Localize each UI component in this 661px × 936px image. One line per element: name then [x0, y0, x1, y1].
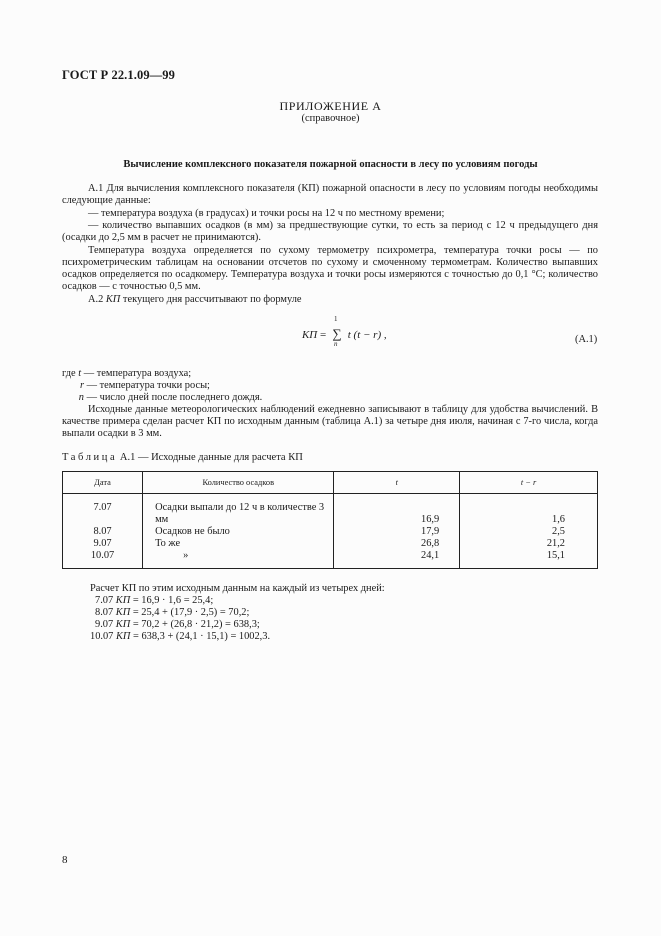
sum-lower-limit: n	[333, 340, 338, 348]
sum-sign	[331, 315, 343, 348]
col-header-precipitation: Количество осадков	[143, 472, 334, 494]
calc-intro: Расчет КП по этим исходным данным на каждый из четырех дней:	[90, 583, 385, 594]
calc-line	[90, 631, 270, 642]
formula-kp	[302, 315, 387, 348]
where-symbol-n: n	[78, 392, 84, 403]
col-header-tr-text: t − r	[520, 478, 537, 487]
cell-precipitation: Осадков не было	[143, 526, 334, 538]
where-symbol-t: t	[78, 368, 82, 379]
cell-precipitation: То же	[143, 538, 334, 550]
calc-date: 8.07	[95, 607, 114, 618]
standard-code: ГОСТ Р 22.1.09—99	[62, 68, 175, 82]
a1-measurement-paragraph: Температура воздуха определяется по сухому термометру психрометра, температура точки росы — по психрометрическим таблицам на основании отсчетов по сухому и смоченному термометрам. Количество выпавших осадков определяется по осадкомеру. Температура воздуха и точки росы измеряются с точностью до 0,1 °С; количество осадков — с точностью 0,5 мм.	[62, 245, 598, 292]
table-caption	[62, 452, 303, 463]
col-header-t-text: t	[395, 478, 398, 487]
cell-t: 26,8	[334, 538, 460, 550]
calc-line	[95, 619, 260, 630]
where-item-t	[62, 368, 191, 379]
calc-kp: КП	[116, 631, 131, 642]
sum-upper-limit: 1	[333, 315, 338, 323]
where-item-n	[62, 392, 262, 403]
table-caption-label: Таблица	[62, 452, 118, 463]
calc-expr: = 638,3 + (24,1 · 15,1) = 1002,3.	[133, 631, 271, 642]
where-text-r: — температура точки росы;	[86, 380, 210, 391]
calc-expr: = 16,9 · 1,6 = 25,4;	[132, 595, 214, 606]
cell-date: 10.07	[63, 550, 143, 569]
table-caption-text: А.1 — Исходные данные для расчета КП	[119, 452, 303, 463]
cell-date: 9.07	[63, 538, 143, 550]
where-intro: где	[62, 368, 76, 379]
a1-item-precipitation: — количество выпавших осадков (в мм) за предшествующие сутки, то есть за период с 12 ч предыдущего дня (осадки до 2,5 мм в расчет не принимаются).	[62, 220, 598, 243]
table-row	[63, 526, 598, 538]
cell-t: 24,1	[334, 550, 460, 569]
cell-t: 17,9	[334, 526, 460, 538]
calc-kp: КП	[115, 607, 131, 618]
cell-precipitation: Осадки выпали до 12 ч в количестве 3 мм	[143, 494, 334, 527]
where-symbol-r: r	[79, 380, 84, 391]
a2-prefix: А.2	[88, 294, 106, 305]
a1-item-temperature: — температура воздуха (в градусах) и точки росы на 12 ч по местному времени;	[88, 208, 445, 219]
section-heading: Вычисление комплексного показателя пожарной опасности в лесу по условиям погоды	[123, 159, 538, 170]
page-number: 8	[62, 854, 68, 866]
source-data-table	[62, 471, 598, 569]
where-text-n: — число дней после последнего дождя.	[86, 392, 263, 403]
formula-equals: =	[320, 329, 327, 341]
a2-rest: текущего дня рассчитывают по формуле	[120, 294, 302, 305]
calc-expr: = 25,4 + (17,9 · 2,5) = 70,2;	[132, 607, 250, 618]
cell-t-minus-r: 15,1	[460, 550, 598, 569]
appendix-subtitle: (справочное)	[301, 113, 360, 124]
col-header-t	[334, 472, 460, 494]
where-text-t: — температура воздуха;	[83, 368, 192, 379]
table-header-row	[63, 472, 598, 494]
calc-kp: КП	[115, 595, 131, 606]
cell-date: 7.07	[63, 494, 143, 527]
col-header-date: Дата	[63, 472, 143, 494]
formula-body: t (t − r) ,	[347, 329, 387, 341]
calc-date: 9.07	[95, 619, 114, 630]
appendix-title: ПРИЛОЖЕНИЕ А	[279, 99, 382, 113]
cell-t-minus-r: 1,6	[460, 494, 598, 527]
cell-t-minus-r: 2,5	[460, 526, 598, 538]
a2-kp: КП	[105, 294, 121, 305]
formula-number: (А.1)	[575, 334, 598, 345]
sum-symbol: ∑	[332, 326, 342, 341]
formula-lhs: КП	[302, 329, 318, 341]
a2-paragraph	[62, 294, 598, 306]
source-data-paragraph: Исходные данные метеорологических наблюдений ежедневно записывают в таблицу для удобства вычислений. В качестве примера сделан расчет КП по исходным данным (таблица А.1) за четыре дня июля, начиная с 7-го числа, когда выпали осадки в 3 мм.	[62, 404, 598, 439]
cell-date: 8.07	[63, 526, 143, 538]
cell-t-minus-r: 21,2	[460, 538, 598, 550]
col-header-t-minus-r	[460, 472, 598, 494]
calc-date: 10.07	[90, 631, 114, 642]
table-row	[63, 494, 598, 527]
calc-date: 7.07	[95, 595, 114, 606]
calc-expr: = 70,2 + (26,8 · 21,2) = 638,3;	[132, 619, 260, 630]
cell-t: 16,9	[334, 494, 460, 527]
where-item-r	[62, 380, 210, 391]
calc-line	[95, 595, 213, 606]
calc-kp: КП	[115, 619, 131, 630]
table-row	[63, 538, 598, 550]
calc-line	[95, 607, 249, 618]
a1-intro-paragraph: А.1 Для вычисления комплексного показателя (КП) пожарной опасности в лесу по условиям погоды необходимы следующие данные:	[62, 183, 598, 206]
table-row	[63, 550, 598, 569]
cell-precipitation: »	[143, 550, 334, 569]
